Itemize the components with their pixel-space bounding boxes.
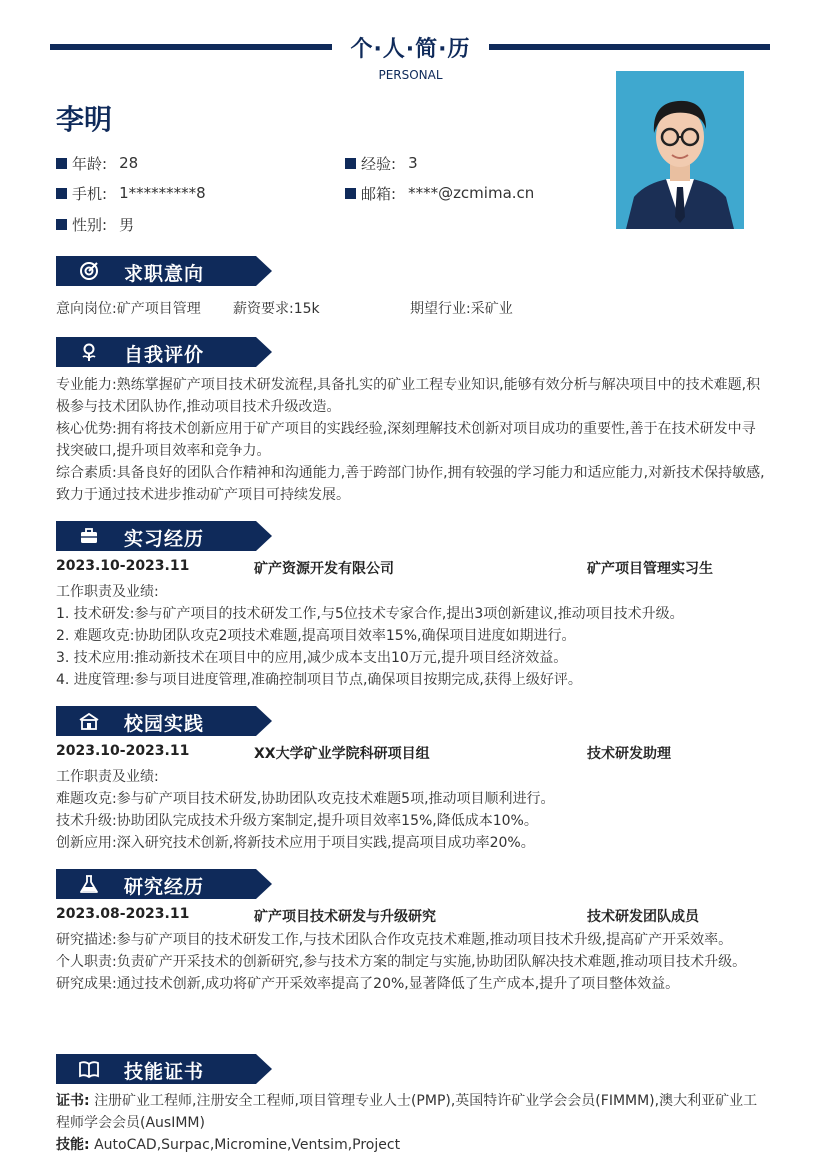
list-item: 研究描述:参与矿产项目的技术研发工作,与技术团队合作攻克技术难题,推动项目技术升级,提高矿产开采效率。 bbox=[56, 932, 733, 948]
skills-body bbox=[56, 1090, 768, 1156]
list-item: 个人职责:负责矿产开采技术的创新研究,参与技术方案的制定与实施,协助团队解决技术难题,推动项目技术升级。 bbox=[56, 954, 747, 970]
info-value: 男 bbox=[119, 215, 135, 234]
bullet-square-icon bbox=[56, 219, 67, 230]
list-item: 难题攻克:参与矿产项目技术研发,协助团队攻克技术难题5项,推动项目顺利进行。 bbox=[56, 791, 555, 807]
section-title: 校园实践 bbox=[124, 713, 205, 735]
flower-icon bbox=[78, 342, 100, 362]
duty-label: 工作职责及业绩: bbox=[56, 584, 159, 600]
header-rule-right bbox=[489, 44, 770, 50]
section-header-skills bbox=[56, 1054, 272, 1084]
list-item: 创新应用:深入研究技术创新,将新技术应用于项目实践,提高项目成功率20%。 bbox=[56, 835, 535, 851]
entry-org: XX大学矿业学院科研项目组 bbox=[254, 746, 430, 762]
bullet-square-icon bbox=[345, 188, 356, 199]
paragraph: 核心优势:拥有将技术创新应用于矿产项目的实践经验,深刻理解技术创新对项目成功的重要性,善于在技术研发中寻找突破口,提升项目效率和竞争力。 bbox=[56, 421, 756, 459]
research-body bbox=[56, 929, 768, 995]
skill-label: 技能: bbox=[56, 1137, 90, 1153]
header-rule-left bbox=[50, 44, 332, 50]
section-title: 自我评价 bbox=[124, 344, 205, 366]
info-email bbox=[345, 182, 534, 204]
section-header-internship bbox=[56, 521, 272, 551]
cert-value: 注册矿业工程师,注册安全工程师,项目管理专业人士(PMP),英国特许矿业学会会员(FIMMM),澳大利亚矿业工程师学会会员(AusIMM) bbox=[56, 1093, 758, 1131]
section-title: 研究经历 bbox=[124, 876, 205, 898]
info-label: 邮箱: bbox=[361, 184, 397, 203]
cert-label: 证书: bbox=[56, 1093, 90, 1109]
intent-position: 意向岗位:矿产项目管理 bbox=[56, 301, 201, 317]
entry-role: 矿产项目管理实习生 bbox=[587, 561, 713, 577]
research-heading bbox=[56, 906, 768, 928]
entry-role: 技术研发团队成员 bbox=[587, 909, 699, 925]
entry-org: 矿产资源开发有限公司 bbox=[254, 561, 394, 577]
list-item: 1. 技术研发:参与矿产项目的技术研发工作,与5位技术专家合作,提出3项创新建议,推动项目技术升级。 bbox=[56, 606, 684, 622]
info-value: 1*********8 bbox=[119, 184, 206, 202]
info-value: ****@zcmima.cn bbox=[408, 184, 535, 202]
info-experience bbox=[345, 152, 418, 174]
info-phone bbox=[56, 182, 206, 204]
candidate-name: 李明 bbox=[56, 103, 113, 136]
list-item: 3. 技术应用:推动新技术在项目中的应用,减少成本支出10万元,提升项目经济效益。 bbox=[56, 650, 568, 666]
list-item: 2. 难题攻克:协助团队攻克2项技术难题,提高项目效率15%,确保项目进度如期进行。 bbox=[56, 628, 576, 644]
bullet-square-icon bbox=[345, 158, 356, 169]
skill-line bbox=[56, 1134, 768, 1156]
section-title: 技能证书 bbox=[124, 1061, 205, 1083]
skill-value: AutoCAD,Surpac,Micromine,Ventsim,Project bbox=[94, 1137, 401, 1153]
info-label: 年龄: bbox=[72, 154, 108, 173]
bullet-square-icon bbox=[56, 158, 67, 169]
info-value: 3 bbox=[408, 154, 418, 172]
campus-body bbox=[56, 766, 768, 854]
entry-date: 2023.08-2023.11 bbox=[56, 906, 190, 922]
list-item: 4. 进度管理:参与项目进度管理,准确控制项目节点,确保项目按期完成,获得上级好评。 bbox=[56, 672, 582, 688]
book-icon bbox=[78, 1059, 100, 1079]
info-gender bbox=[56, 213, 134, 235]
briefcase-icon bbox=[78, 526, 100, 546]
entry-role: 技术研发助理 bbox=[587, 746, 671, 762]
list-item: 技术升级:协助团队完成技术升级方案制定,提升项目效率15%,降低成本10%。 bbox=[56, 813, 538, 829]
cert-line bbox=[56, 1090, 768, 1134]
intent-salary: 薪资要求:15k bbox=[233, 301, 320, 317]
entry-org: 矿产项目技术研发与升级研究 bbox=[254, 909, 436, 925]
info-value: 28 bbox=[119, 154, 139, 172]
target-icon bbox=[78, 261, 100, 281]
page-title: 个·人·简·历 bbox=[350, 37, 471, 62]
campus-heading bbox=[56, 743, 768, 765]
intent-industry: 期望行业:采矿业 bbox=[410, 301, 513, 317]
flask-icon bbox=[78, 874, 100, 894]
entry-date: 2023.10-2023.11 bbox=[56, 743, 190, 759]
duty-label: 工作职责及业绩: bbox=[56, 769, 159, 785]
bullet-square-icon bbox=[56, 188, 67, 199]
self-eval-body bbox=[56, 374, 768, 506]
avatar-illustration bbox=[616, 71, 744, 229]
section-header-self-eval bbox=[56, 337, 272, 367]
section-header-intent bbox=[56, 256, 272, 286]
section-header-research bbox=[56, 869, 272, 899]
info-age bbox=[56, 152, 138, 174]
school-icon bbox=[78, 711, 100, 731]
profile-photo bbox=[616, 71, 744, 229]
paragraph: 综合素质:具备良好的团队合作精神和沟通能力,善于跨部门协作,拥有较强的学习能力和适应能力,对新技术保持敏感,致力于通过技术进步推动矿产项目可持续发展。 bbox=[56, 465, 765, 503]
info-label: 性别: bbox=[72, 215, 108, 234]
info-label: 经验: bbox=[361, 154, 397, 173]
paragraph: 专业能力:熟练掌握矿产项目技术研发流程,具备扎实的矿业工程专业知识,能够有效分析与解决项目中的技术难题,积极参与技术团队协作,推动项目技术升级改造。 bbox=[56, 377, 761, 415]
list-item: 研究成果:通过技术创新,成功将矿产开采效率提高了20%,显著降低了生产成本,提升了项目整体效益。 bbox=[56, 976, 680, 992]
internship-body bbox=[56, 581, 768, 691]
section-title: 实习经历 bbox=[124, 528, 205, 550]
internship-heading bbox=[56, 558, 768, 580]
page-subtitle: PERSONAL bbox=[378, 68, 443, 82]
section-header-campus bbox=[56, 706, 272, 736]
info-label: 手机: bbox=[72, 184, 108, 203]
entry-date: 2023.10-2023.11 bbox=[56, 558, 190, 574]
section-title: 求职意向 bbox=[124, 263, 205, 285]
